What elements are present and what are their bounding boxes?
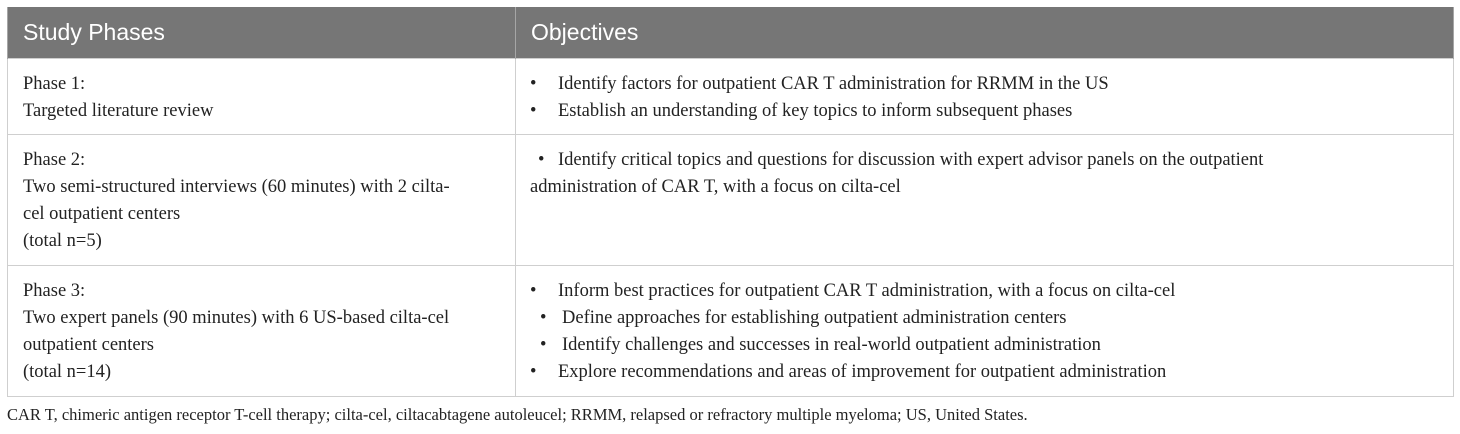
table-header <box>8 7 1454 58</box>
objective-text-continued: administration of CAR T, with a focus on cilta-cel <box>530 176 901 197</box>
table-row-phase-2 <box>8 134 1454 265</box>
phase-title: Phase 3: <box>23 280 86 301</box>
phase-title: Phase 2: <box>23 149 86 170</box>
phase-description-line: Two expert panels (90 minutes) with 6 US-based cilta-cel <box>23 307 450 328</box>
objective-text: Establish an understanding of key topics to inform subsequent phases <box>558 100 1073 121</box>
objective-text: Define approaches for establishing outpatient administration centers <box>562 307 1067 328</box>
objective-text: Explore recommendations and areas of improvement for outpatient administration <box>558 361 1167 382</box>
phase-title: Phase 1: <box>23 73 86 94</box>
objective-text: Identify factors for outpatient CAR T administration for RRMM in the US <box>558 73 1109 94</box>
bullet-icon: • <box>530 100 537 121</box>
objective-item <box>530 359 1443 386</box>
bullet-icon: • <box>538 149 545 170</box>
objective-text: Identify critical topics and questions for discussion with expert advisor panels on the outpatient <box>558 149 1264 170</box>
bullet-icon: • <box>530 361 537 382</box>
study-phases-table <box>7 7 1454 397</box>
objective-text: Identify challenges and successes in real-world outpatient administration <box>562 334 1101 355</box>
objectives-cell <box>516 134 1454 265</box>
phase-cell <box>8 134 516 265</box>
bullet-icon: • <box>540 334 547 355</box>
phase-description-line: cel outpatient centers <box>23 203 181 224</box>
phase-cell <box>8 265 516 396</box>
study-phases-table-container <box>7 7 1453 397</box>
header-row <box>8 7 1454 58</box>
objectives-cell <box>516 265 1454 396</box>
phase-participants: (total n=14) <box>23 361 112 382</box>
bullet-icon: • <box>540 307 547 328</box>
header-study-phases: Study Phases <box>8 7 516 58</box>
objective-subitem <box>530 305 1443 332</box>
objective-item <box>530 147 1443 174</box>
objective-text: Inform best practices for outpatient CAR T administration, with a focus on cilta-cel <box>558 280 1176 301</box>
objectives-cell <box>516 58 1454 134</box>
objective-item <box>530 98 1443 125</box>
table-row-phase-3 <box>8 265 1454 396</box>
bullet-icon: • <box>530 280 537 301</box>
phase-participants: (total n=5) <box>23 230 102 251</box>
objective-subitem <box>530 332 1443 359</box>
header-objectives: Objectives <box>516 7 1454 58</box>
table-row-phase-1 <box>8 58 1454 134</box>
objective-item <box>530 71 1443 98</box>
phase-description-line: Two semi-structured interviews (60 minutes) with 2 cilta- <box>23 176 450 197</box>
phase-cell <box>8 58 516 134</box>
table-body <box>8 58 1454 396</box>
phase-description: Targeted literature review <box>23 100 214 121</box>
bullet-icon: • <box>530 73 537 94</box>
phase-description-line: outpatient centers <box>23 334 154 355</box>
objective-item <box>530 278 1443 305</box>
table-footnote: CAR T, chimeric antigen receptor T-cell therapy; cilta-cel, ciltacabtagene autoleucel; RRMM, relapsed or refractory multiple myeloma; US, United States. <box>7 405 1028 424</box>
